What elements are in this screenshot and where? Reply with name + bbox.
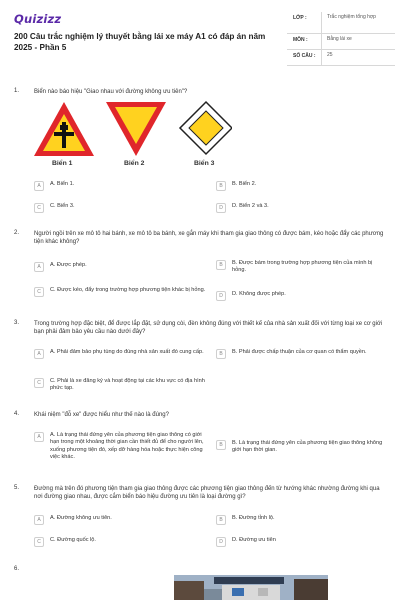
- question-number: 5.: [14, 485, 20, 491]
- meta-table: [287, 12, 395, 66]
- worksheet-header: [0, 0, 400, 70]
- street-scene-svg: [174, 575, 328, 600]
- option-letter[interactable]: C: [34, 537, 44, 547]
- option-text: C. Biển 3.: [50, 203, 75, 209]
- option-text: C. Phải là xe đăng ký và hoạt động tại các khu vực có địa hình phức tạp.: [50, 378, 205, 392]
- option-text: D. Không được phép.: [232, 291, 286, 297]
- meta-label: LỚP :: [293, 15, 307, 21]
- meta-value: Bằng lái xe: [327, 36, 352, 42]
- option-a[interactable]: [34, 181, 74, 191]
- option-letter[interactable]: A: [34, 349, 44, 359]
- traffic-signs-svg: [32, 98, 232, 160]
- option-text: C. Được kéo, đẩy trong trường hợp phương tiện khác bị hỏng.: [50, 287, 206, 293]
- option-text: D. Đường ưu tiên: [232, 537, 276, 543]
- option-letter[interactable]: B: [216, 349, 226, 359]
- option-text: A. Phải đảm bảo phụ tùng do đúng nhà sản xuất đó cung cấp.: [50, 349, 204, 355]
- sign-2-icon: [106, 102, 166, 156]
- option-text: A. Là trạng thái đứng yên của phương tiện giao thông có giới hạn trong một khoảng thời gian cần thiết đủ để cho người lên, xuống phương tiện đó, xếp dỡ hàng hóa hoặc thực hiện công việc khác.: [50, 432, 204, 461]
- question-text: Khái niệm "đỗ xe" được hiểu như thế nào là đúng?: [34, 412, 169, 418]
- option-letter[interactable]: B: [216, 181, 226, 191]
- option-letter[interactable]: C: [34, 287, 44, 297]
- question-number: 1.: [14, 88, 20, 94]
- option-b[interactable]: [216, 260, 386, 275]
- option-text: A. Biển 1.: [50, 181, 75, 187]
- question-text: Trong trường hợp đặc biệt, để được lắp đặt, sử dụng còi, đèn không đúng với thiết kế của nhà sản xuất đối với từng loại xe cơ giới bạn phải đảm bảo yêu cầu nào dưới đây?: [34, 321, 383, 336]
- meta-row-count: [287, 50, 395, 66]
- option-letter[interactable]: D: [216, 537, 226, 547]
- option-letter[interactable]: B: [216, 515, 226, 525]
- meta-value: Trắc nghiệm tổng hợp: [327, 14, 376, 20]
- option-letter[interactable]: A: [34, 432, 44, 442]
- option-b[interactable]: [216, 181, 256, 191]
- option-letter[interactable]: A: [34, 515, 44, 525]
- worksheet-title: 200 Câu trắc nghiệm lý thuyết bằng lái xe máy A1 có đáp án năm 2025 - Phần 5: [14, 32, 266, 52]
- question-text: Đường mà trên đó phương tiện tham gia giao thông được các phương tiện giao thông đến từ hướng khác nhường đường khi qua nơi đường giao nhau, được cắm biển báo hiệu đường ưu tiên là loại đường gì?: [34, 486, 380, 501]
- option-letter[interactable]: D: [216, 203, 226, 213]
- option-b[interactable]: [216, 349, 386, 359]
- option-a[interactable]: [34, 262, 194, 272]
- option-letter[interactable]: C: [34, 378, 44, 388]
- question-text: Người ngồi trên xe mô tô hai bánh, xe mô tô ba bánh, xe gắn máy khi tham gia giao thông có được bám, kéo hoặc đẩy các phương tiện khác không?: [34, 231, 384, 246]
- option-d[interactable]: [216, 203, 269, 213]
- option-a[interactable]: [34, 349, 209, 359]
- option-text: A. Được phép.: [50, 262, 87, 268]
- question-number: 6.: [14, 566, 20, 572]
- option-c[interactable]: [34, 287, 209, 297]
- question-number: 3.: [14, 320, 20, 326]
- option-letter[interactable]: C: [34, 203, 44, 213]
- meta-row-class: [287, 12, 395, 34]
- option-d[interactable]: [216, 537, 276, 547]
- option-c[interactable]: [34, 203, 75, 213]
- sign-3-icon: [180, 102, 232, 154]
- option-b[interactable]: [216, 515, 275, 525]
- option-letter[interactable]: A: [34, 181, 44, 191]
- option-text: B. Phải được chấp thuận của cơ quan có thẩm quyền.: [232, 349, 367, 355]
- meta-label: MÔN :: [293, 37, 308, 43]
- question-number: 2.: [14, 230, 20, 236]
- option-d[interactable]: [216, 291, 386, 301]
- logo-text: Quizizz: [14, 12, 62, 26]
- option-letter[interactable]: A: [34, 262, 44, 272]
- option-text: A. Đường không ưu tiên.: [50, 515, 112, 521]
- sign-1-icon: [34, 102, 94, 156]
- sign-1-label: Biển 1: [52, 160, 73, 167]
- sign-2-label: Biển 2: [124, 160, 145, 167]
- option-c[interactable]: [34, 537, 96, 547]
- option-text: C. Đường quốc lộ.: [50, 537, 96, 543]
- question-number: 4.: [14, 411, 20, 417]
- option-a[interactable]: [34, 432, 209, 462]
- quizizz-logo: [14, 12, 61, 26]
- option-text: B. Được bám trong trường hợp phương tiện của mình bị hỏng.: [232, 260, 373, 274]
- option-letter[interactable]: B: [216, 260, 226, 270]
- option-b[interactable]: [216, 440, 386, 455]
- option-c[interactable]: [34, 378, 209, 393]
- street-scene-photo: [174, 575, 328, 600]
- option-text: B. Đường tỉnh lộ.: [232, 515, 275, 521]
- option-a[interactable]: [34, 515, 112, 525]
- meta-row-subject: [287, 34, 395, 50]
- option-letter[interactable]: B: [216, 440, 226, 450]
- meta-value: 25: [327, 52, 333, 58]
- question-text: Biển nào báo hiệu "Giao nhau với đường không ưu tiên"?: [34, 89, 188, 95]
- option-letter[interactable]: D: [216, 291, 226, 301]
- sign-3-label: Biển 3: [194, 160, 215, 167]
- option-text: B. Là trạng thái đứng yên của phương tiện giao thông không giới hạn thời gian.: [232, 440, 383, 454]
- option-text: B. Biển 2.: [232, 181, 257, 187]
- option-text: D. Biển 2 và 3.: [232, 203, 269, 209]
- traffic-signs-image: [32, 98, 232, 172]
- meta-label: SỐ CÂU :: [293, 53, 316, 59]
